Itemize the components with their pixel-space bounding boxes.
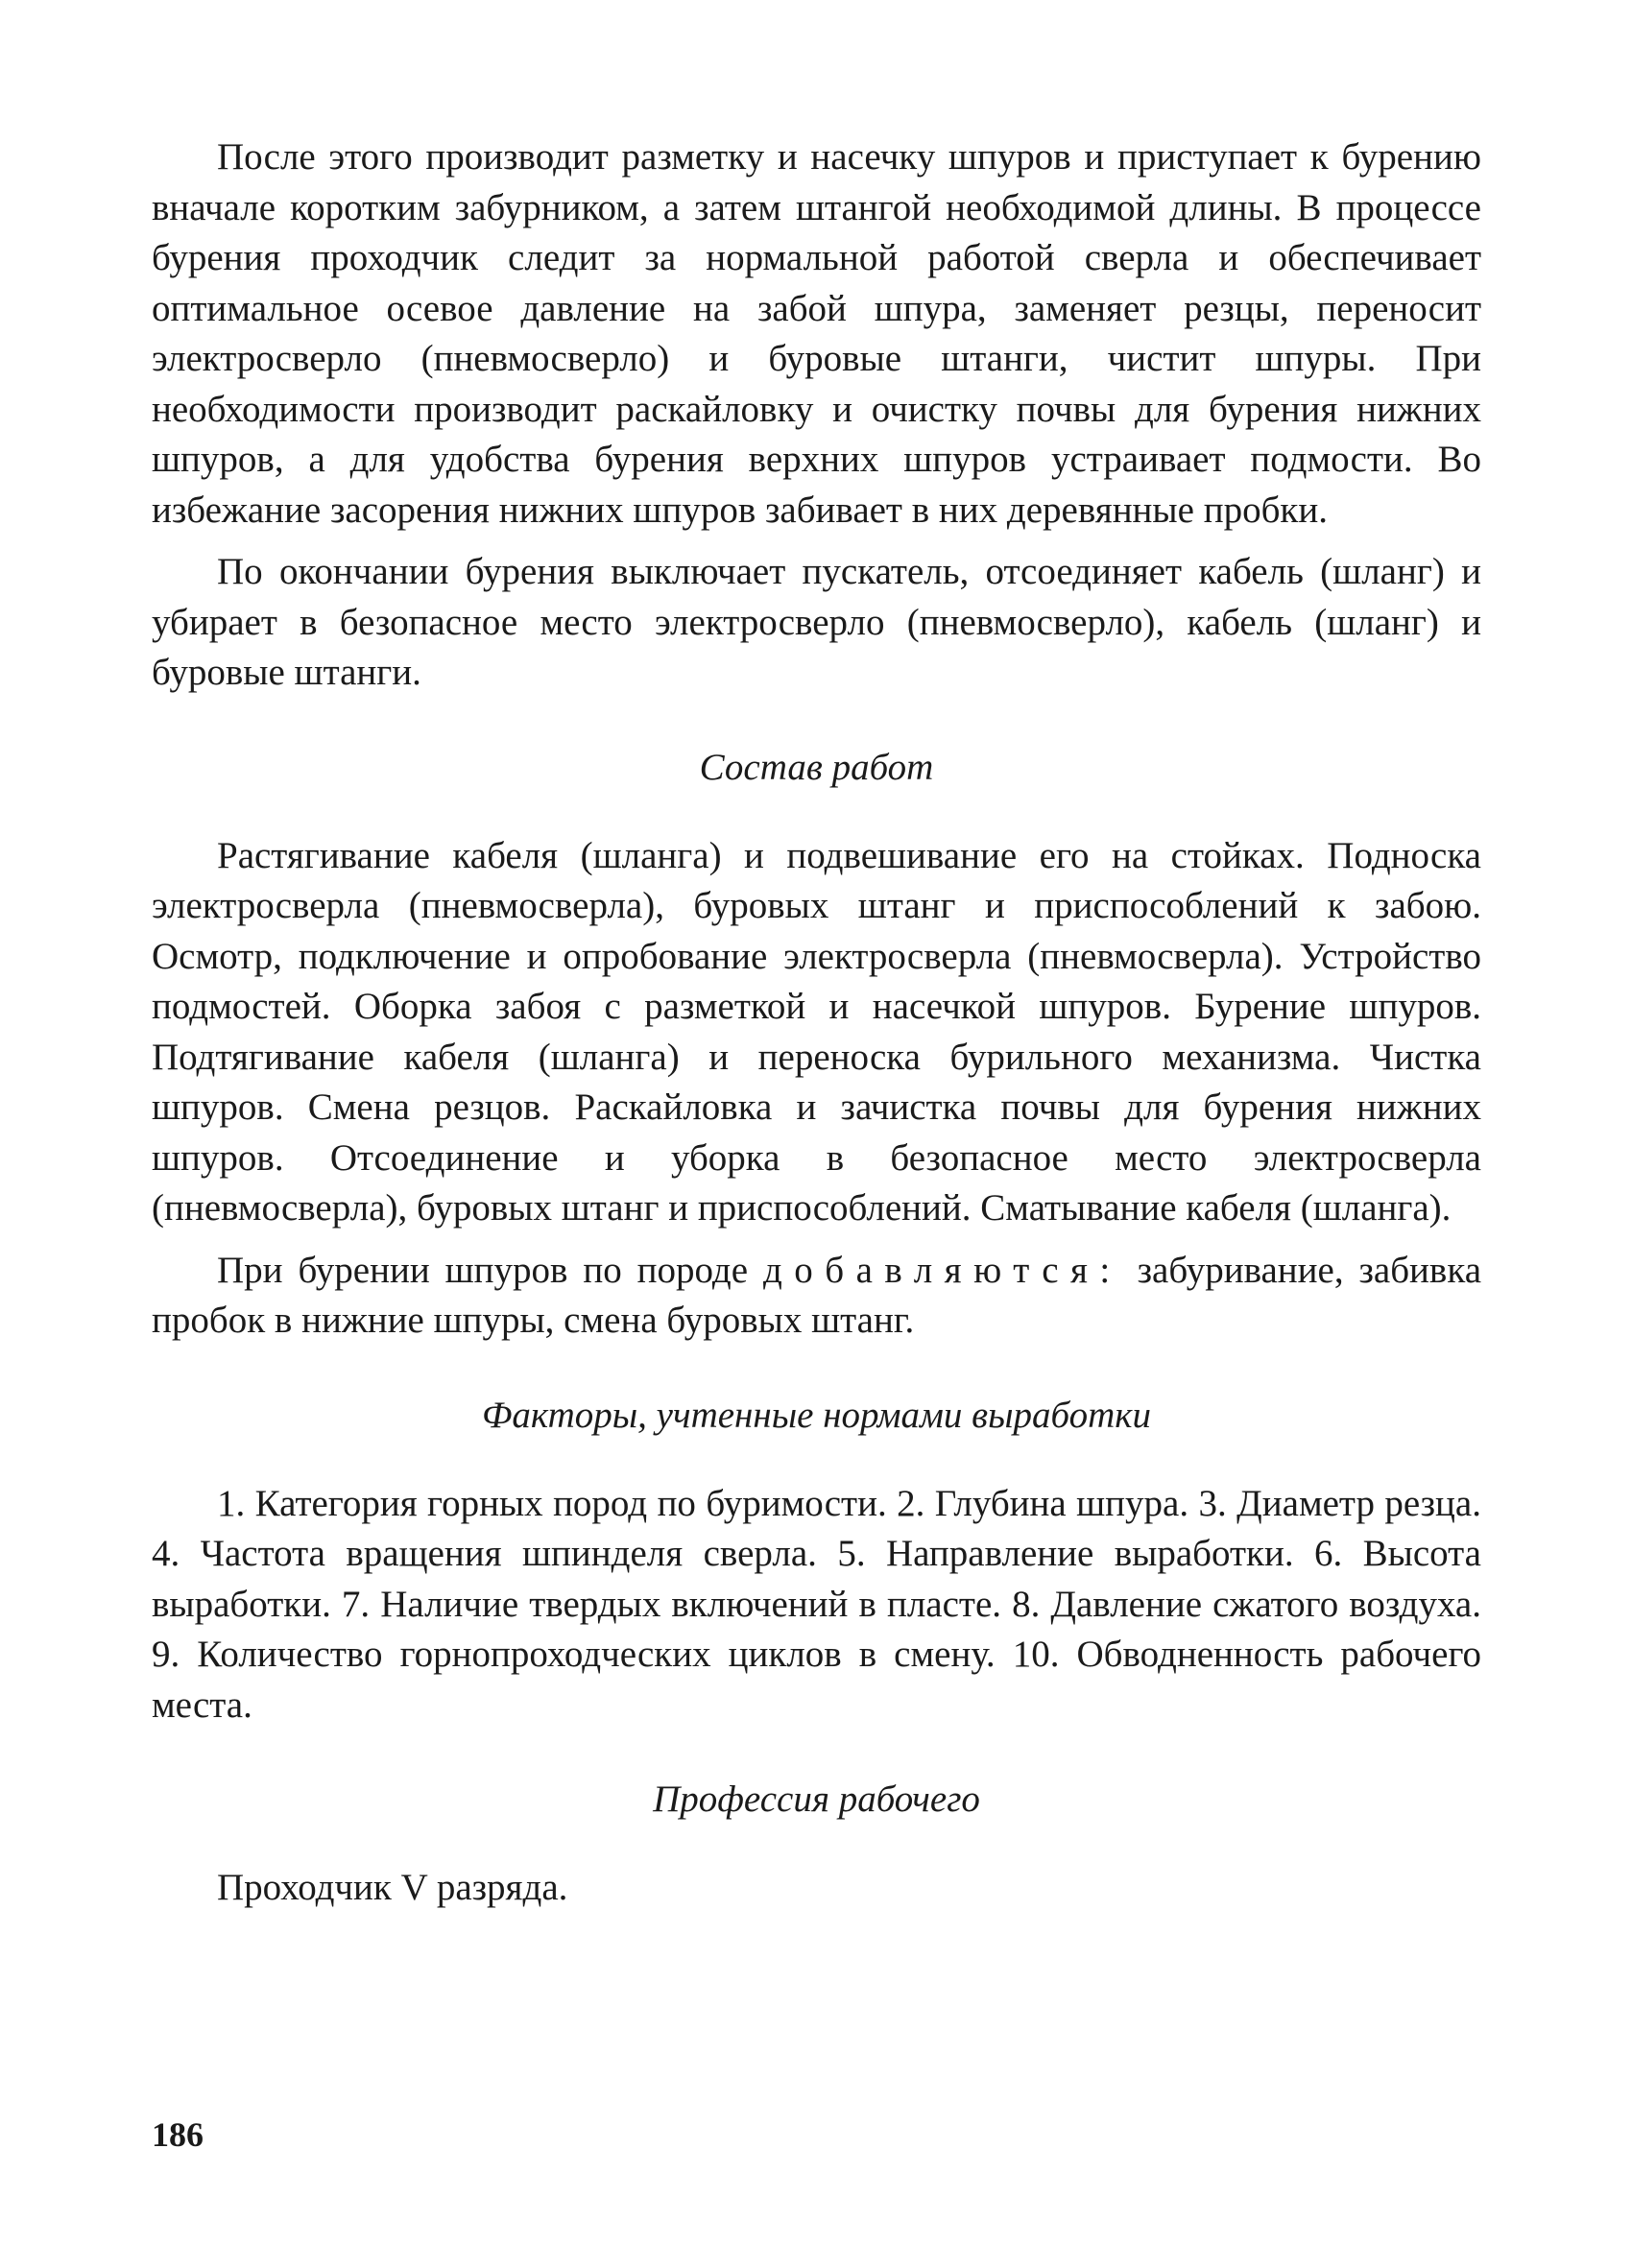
section-heading-factors: Факторы, учтенные нормами выработки bbox=[481, 1394, 1151, 1436]
addition-suffix: забуривание, забивка пробок в нижние шпуры, смена буровых штанг. bbox=[152, 1249, 1482, 1341]
page-body bbox=[152, 132, 1481, 1925]
intro-paragraph-1: После этого производит разметку и насечку шпуров и приступает к бурению вначале коротким забурником, а затем штангой необходимой длины. В процессе бурения проходчик следит за нормальной работой сверла и обеспечивает оптимальное осевое давление на забой шпура, заменяет резцы, переносит электросверло (пневмосверло) и буровые штанги, чистит шпуры. При необходимости производит раскайловку и очистку почвы для бурения нижних шпуров, а для удобства бурения верхних шпуров устраивает подмости. Во избежание засорения нижних шпуров забивает в них деревянные пробки. bbox=[152, 136, 1481, 531]
work-addition-paragraph bbox=[152, 1246, 1481, 1347]
addition-prefix: При бурении шпуров по породе bbox=[217, 1249, 749, 1291]
work-composition-paragraph: Растягивание кабеля (шланга) и подвешивание его на стойках. Подноска электросверла (пневмосверла), буровых штанг и приспособлений к забою. Осмотр, подключение и опробование электросверла (пневмосверла). Устройство подмостей. Оборка забоя с разметкой и насечкой шпуров. Бурение шпуров. Подтягивание кабеля (шланга) и переноска бурильного механизма. Чистка шпуров. Смена резцов. Раскайловка и зачистка почвы для бурения нижних шпуров. Отсоединение и уборка в безопасное место электросверла (пневмосверла), буровых штанг и приспособлений. Сматывание кабеля (шланга). bbox=[152, 834, 1481, 1229]
factors-paragraph: 1. Категория горных пород по буримости. 2. Глубина шпура. 3. Диаметр резца. 4. Частота вращения шпинделя сверла. 5. Направление выработки. 6. Высота выработки. 7. Наличие твердых включений в пласте. 8. Давление сжатого воздуха. 9. Количество горнопроходческих циклов в смену. 10. Обводненность рабочего места. bbox=[152, 1482, 1481, 1726]
intro-paragraph-2: По окончании бурения выключает пускатель, отсоединяет кабель (шланг) и убирает в безопасное место электросверло (пневмосверло), кабель (шланг) и буровые штанги. bbox=[152, 551, 1481, 693]
page-number: 186 bbox=[152, 2115, 204, 2154]
section-heading-work: Состав работ bbox=[699, 746, 934, 788]
profession-paragraph: Проходчик V разряда. bbox=[217, 1867, 568, 1908]
addition-spaced-word: добавляются: bbox=[762, 1249, 1122, 1291]
section-heading-profession: Профессия рабочего bbox=[653, 1779, 980, 1820]
